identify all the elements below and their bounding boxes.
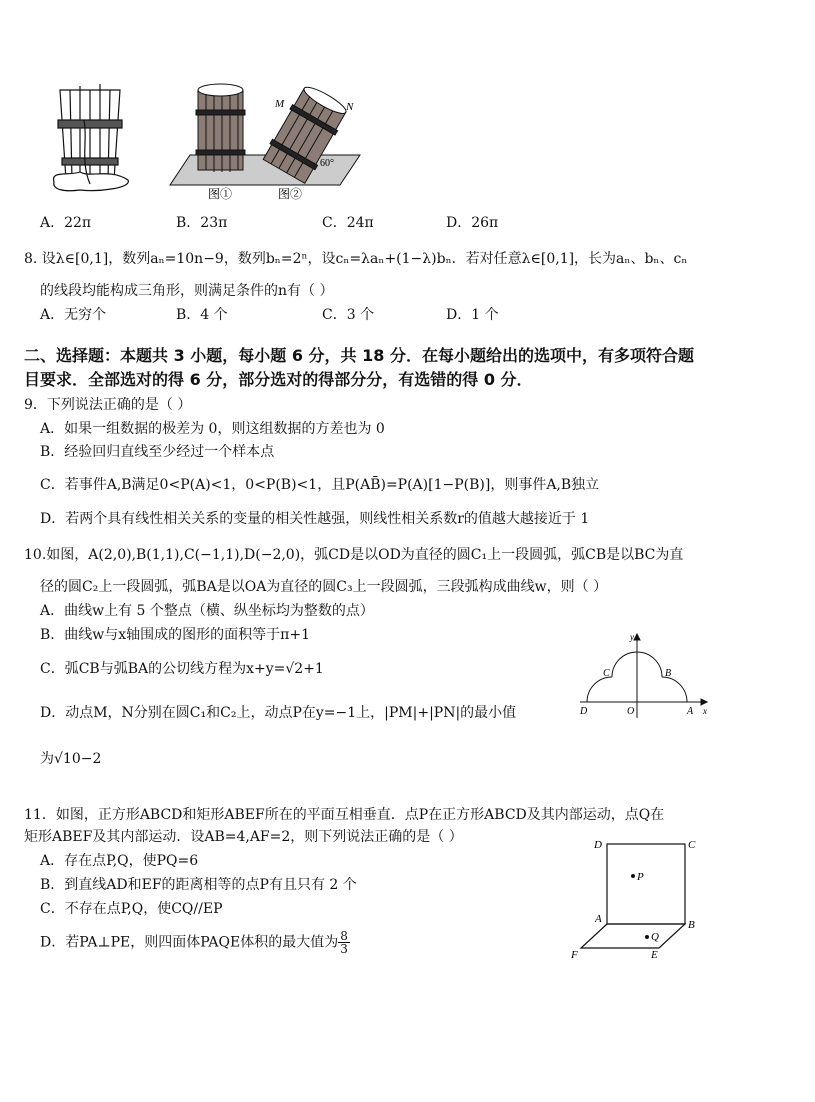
point-q-dot — [645, 935, 649, 939]
fig10-a-label: A — [687, 706, 694, 717]
q8-stem-line2: 的线段均能构成三角形，则满足条件的n有（ ） — [40, 283, 334, 299]
q10-option-a: A．曲线w上有 5 个整点（横、纵坐标均为整数的点） — [40, 603, 374, 619]
fig11-e-label: E — [651, 949, 658, 961]
section2-heading-line1: 二、选择题：本题共 3 小题，每小题 6 分，共 18 分．在每小题给出的选项中，有多项符合题 — [24, 346, 694, 365]
q9-stem: 9．下列说法正确的是（ ） — [24, 397, 192, 413]
q8-option-b: B．4 个 — [176, 307, 228, 323]
upright-barrel — [196, 84, 245, 172]
fraction-numerator: 8 — [340, 929, 348, 943]
q11-stem-line2: 矩形ABEF及其内部运动．设AB=4,AF=2，则下列说法正确的是（ ） — [24, 829, 463, 845]
q10-stem-line1: 10.如图，A(2,0),B(1,1),C(−1,1),D(−2,0)，弧CD是以OD为直径的圆C₁上一段圆弧，弧CB是以BC为直 — [24, 547, 684, 563]
point-m-label: M — [275, 98, 285, 110]
fig10-c-label: C — [603, 668, 610, 679]
q11-option-d — [40, 930, 350, 955]
q7-option-a: A．22π — [40, 215, 92, 231]
bucket-illustration — [53, 84, 128, 191]
fig10-x-label: x — [703, 706, 707, 716]
q10-option-d-line2: 为√10−2 — [40, 751, 102, 767]
angle-label: 60° — [320, 158, 334, 169]
figure-2-label: 图② — [278, 187, 303, 201]
q9-option-b: B．经验回归直线至少经过一个样本点 — [40, 444, 275, 460]
fig11-c-label: C — [688, 839, 696, 851]
q9-option-a: A．如果一组数据的极差为 0，则这组数据的方差也为 0 — [40, 421, 385, 437]
fraction-denominator: 3 — [340, 942, 348, 956]
q8-stem-line1: 8. 设λ∈[0,1]，数列aₙ=10n−9，数列bₙ=2ⁿ，设cₙ=λaₙ+(1−λ)bₙ．若对任意λ∈[0,1]，长为aₙ、bₙ、cₙ — [24, 251, 688, 267]
point-p-dot — [631, 874, 635, 878]
fig10-y-label: y — [630, 632, 634, 642]
fig11-d-label: D — [594, 839, 602, 851]
q7-option-d: D．26π — [446, 215, 499, 231]
q7-option-c: C．24π — [322, 215, 374, 231]
q9-option-c: C．若事件A,B满足0<P(A)<1，0<P(B)<1，且P(AB̄)=P(A)[1−P(B)]，则事件A,B独立 — [40, 477, 600, 493]
q8-option-a: A．无穷个 — [40, 307, 107, 323]
q11-option-a: A．存在点P,Q，使PQ=6 — [40, 853, 199, 869]
point-n-label: N — [346, 101, 354, 113]
figure-square-rectangle — [565, 832, 705, 962]
q8-option-d: D．1 个 — [446, 307, 499, 323]
q11-option-b: B．到直线AD和EF的距离相等的点P有且只有 2 个 — [40, 877, 357, 893]
q10-option-d-line1: D．动点M，N分别在圆C₁和C₂上，动点P在y=−1上，|PM|+|PN|的最小值 — [40, 705, 517, 721]
q10-stem-line2: 径的圆C₂上一段圆弧，弧BA是以OA为直径的圆C₃上一段圆弧，三段弧构成曲线w，则（ ） — [40, 579, 608, 595]
fig10-d-label: D — [580, 706, 588, 717]
q7-option-b: B．23π — [176, 215, 228, 231]
fig11-q-label: Q — [651, 931, 659, 943]
q10-option-c: C．弧CB与弧BA的公切线方程为x+y=√2+1 — [40, 661, 324, 677]
q8-option-c: C．3 个 — [322, 307, 375, 323]
fig10-o-label: O — [627, 706, 635, 717]
q11-option-d-text: D．若PA⊥PE，则四面体PAQE体积的最大值为 — [40, 934, 339, 951]
q9-option-d: D．若两个具有线性相关关系的变量的相关性越强，则线性相关系数r的值越大越接近于 1 — [40, 511, 590, 527]
fig11-b-label: B — [688, 919, 695, 931]
figure-1-label: 图① — [208, 187, 233, 201]
q11-stem-line1: 11．如图，正方形ABCD和矩形ABEF所在的平面互相垂直．点P在正方形ABCD及其内部运动，点Q在 — [24, 807, 665, 823]
fig10-b-label: B — [665, 668, 672, 679]
q10-option-b: B．曲线w与x轴围成的图形的面积等于π+1 — [40, 627, 311, 643]
fig11-f-label: F — [571, 949, 578, 961]
fig11-p-label: P — [637, 871, 644, 883]
q11-option-c: C．不存在点P,Q，使CQ//EP — [40, 901, 223, 917]
section2-heading-line2: 目要求．全部选对的得 6 分，部分选对的得部分分，有选错的得 0 分． — [24, 370, 533, 389]
q11-option-d-fraction — [338, 930, 350, 955]
fig11-a-label: A — [595, 913, 602, 925]
figure-curve-w — [575, 630, 715, 720]
figure-buckets — [40, 80, 370, 205]
